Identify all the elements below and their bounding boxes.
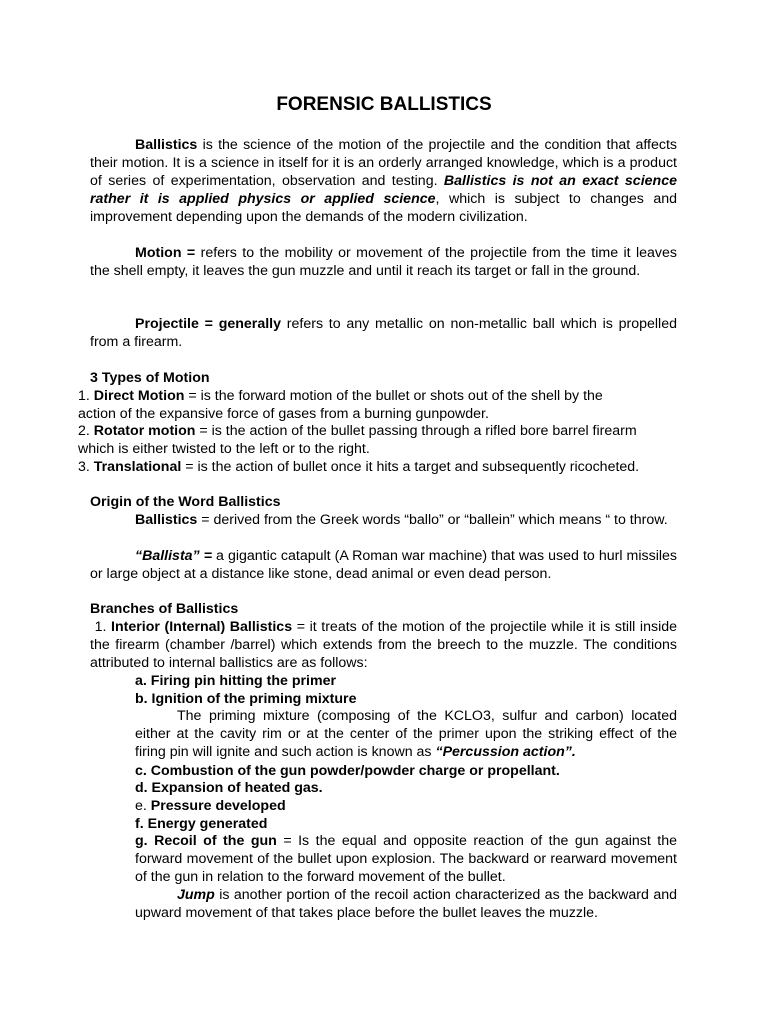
paragraph-priming-mixture: The priming mixture (composing of the KCLO3, sulfur and carbon) located either at the cavity rim or at the center of the primer upon the striking effect of the firing pin will ignite and such action is known as “Percussion action”. [135,708,677,760]
condition-b: b. Ignition of the priming mixture [135,691,357,707]
list-item-continuation: action of the expansive force of gases from a burning gunpowder. [78,406,489,422]
emphasis-applied-science: Ballistics is not an exact science rather it is applied physics or applied science [90,173,677,207]
condition-f: f. Energy generated [135,816,268,832]
paragraph-ballistics-definition [90,136,677,226]
document-title: FORENSIC BALLISTICS [276,94,492,115]
paragraph-ballista: “Ballista” = a gigantic catapult (A Roman war machine) that was used to hurl missiles or large object at a distance like stone, dead animal or even dead person. [90,548,677,582]
term-motion: Motion = [135,245,196,261]
list-item-rotator-motion: 2. Rotator motion = is the action of the bullet passing through a rifled bore barrel firearm [78,423,637,439]
paragraph-text: , which is subject to changes and improvement depending upon the demands of the modern civilization. [90,191,677,225]
paragraph-jump: Jump is another portion of the recoil action characterized as the backward and upward movement of that takes place before the bullet leaves the muzzle. [135,887,677,921]
paragraph-text: is the science of the motion of the projectile and the condition that affects their motion. It is a science in itself for it is an orderly arranged knowledge, which is a product of series of experimentation, observation and testing. [90,137,677,189]
list-item-direct-motion: 1. Direct Motion = is the forward motion of the bullet or shots out of the shell by the [78,388,603,404]
paragraph-interior-ballistics: 1. Interior (Internal) Ballistics = it treats of the motion of the projectile while it is still inside the firearm (chamber /barrel) which extends from the breech to the muzzle. The conditions attributed to internal ballistics are as follows: [90,619,678,671]
condition-c: c. Combustion of the gun powder/powder charge or propellant. [135,763,560,779]
paragraph-ballistics-origin: Ballistics = derived from the Greek words “ballo” or “ballein” which means “ to throw. [135,512,668,528]
paragraph-text: refers to the mobility or movement of the projectile from the time it leaves the shell empty, it leaves the gun muzzle and until it reach its target or fall in the ground. [90,245,678,279]
section-heading-origin: Origin of the Word Ballistics [90,494,281,510]
paragraph-recoil: g. Recoil of the gun = Is the equal and opposite reaction of the gun against the forward movement of the bullet upon explosion. The backward or rearward movement of the gun in relation to the forward movement of the bullet. [135,833,678,885]
paragraph-projectile [90,315,677,351]
paragraph-text: refers to any metallic on non-metallic ball which is propelled from a firearm. [90,316,677,350]
paragraph-motion [90,244,677,280]
section-heading-types-of-motion: 3 Types of Motion [90,370,210,386]
condition-a: a. Firing pin hitting the primer [135,673,336,689]
condition-e: e. Pressure developed [135,798,286,814]
list-item-translational: 3. Translational = is the action of bullet once it hits a target and subsequently ricocheted. [78,459,640,475]
condition-d: d. Expansion of heated gas. [135,780,323,796]
term-ballistics: Ballistics [135,137,198,153]
list-item-continuation: which is either twisted to the left or to the right. [78,441,370,457]
term-projectile: Projectile = generally [135,316,281,332]
section-heading-branches: Branches of Ballistics [90,601,239,617]
